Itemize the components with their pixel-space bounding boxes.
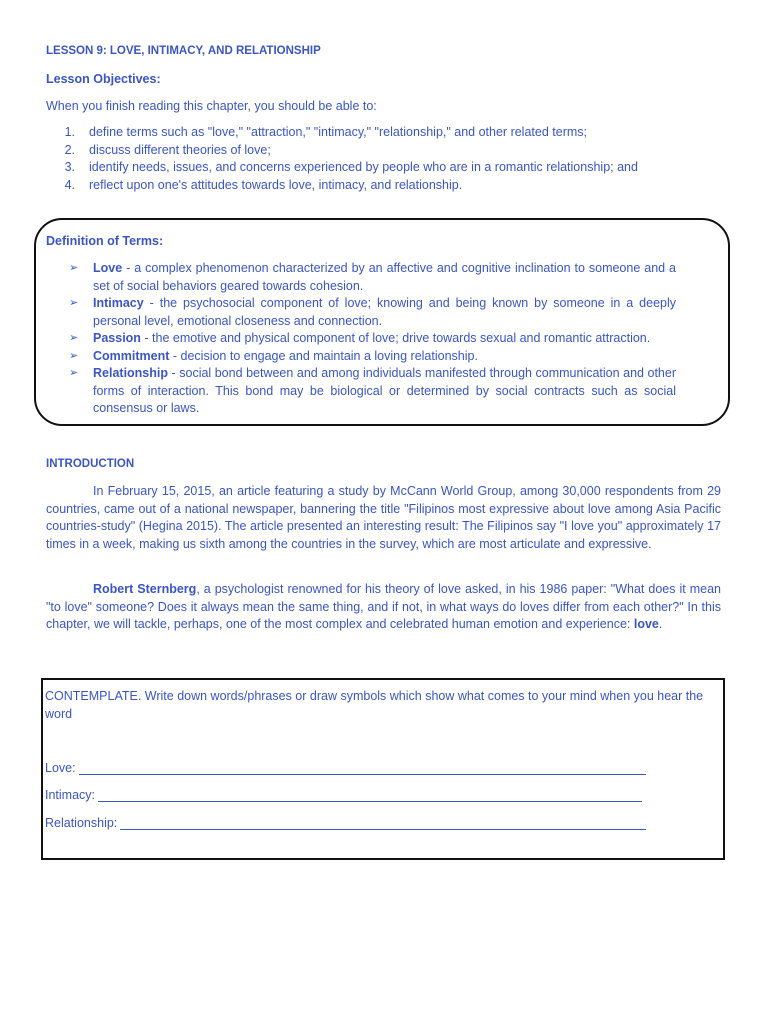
list-number: 4. [64, 177, 75, 192]
arrow-bullet-icon: ➢ [69, 349, 79, 362]
definitions-heading: Definition of Terms: [46, 234, 164, 248]
introduction-paragraph-2 [46, 581, 721, 634]
definition-item [46, 260, 676, 295]
list-item [46, 124, 726, 142]
arrow-bullet-icon: ➢ [69, 297, 79, 309]
paragraph-text: In February 15, 2015, an article featuring a study by McCann World Group, among 30,000 respondents from 29 countries, came out of a national newspaper, bannering the title "Filipinos most expressive about love among Asia Pacific countries-study" (Hegina 2015). The article presented an interesting result: The Filipinos say "I love you" approximately 17 times in a week, making us sixth among the countries in the survey, which are most articulate and expressive. [46, 484, 721, 551]
arrow-bullet-icon: ➢ [69, 262, 79, 274]
arrow-bullet-icon: ➢ [69, 367, 79, 379]
field-label: Love: [45, 761, 76, 775]
definition-text: - the emotive and physical component of love; drive towards sexual and romantic attraction. [140, 331, 651, 345]
definition-item [46, 348, 676, 366]
paragraph-end: . [658, 617, 663, 631]
paragraph-text: , a psychologist renowned for his theory of love asked, in his 1986 paper: "What does it mean "to love" someone? Does it always mean the same thing, and if not, in what ways do loves differ from each other?" In this chapter, we will tackle, perhaps, one of the most complex and celebrated human emotion and experience: [46, 582, 721, 631]
list-number: 1. [64, 125, 75, 139]
relationship-field [45, 815, 646, 830]
list-text: reflect upon one's attitudes towards love, intimacy, and relationship. [89, 177, 463, 192]
intimacy-answer-line[interactable] [98, 787, 642, 802]
intimacy-field [45, 787, 642, 802]
list-text: define terms such as "love," "attraction," "intimacy," "relationship," and other related terms; [89, 125, 587, 139]
definition-term: Relationship [93, 366, 169, 380]
relationship-answer-line[interactable] [120, 815, 646, 830]
definition-text: - a complex phenomenon characterized by an affective and cognitive inclination to someone and a set of social behaviors geared towards cohesion. [93, 261, 676, 293]
field-label: Relationship: [45, 816, 118, 830]
list-item [46, 177, 726, 195]
definition-text: - social bond between and among individuals manifested through communication and other forms of interaction. This bond may be biological or determined by social contracts such as social consensus or laws. [93, 366, 676, 415]
list-number: 2. [64, 142, 75, 157]
objectives-heading: Lesson Objectives: [46, 72, 161, 86]
definition-text: - the psychosocial component of love; knowing and being known by someone in a deeply personal level, emotional closeness and connection. [93, 296, 676, 328]
list-item [46, 142, 726, 160]
lesson-title: LESSON 9: LOVE, INTIMACY, AND RELATIONSHIP [46, 45, 321, 57]
definition-term: Commitment [93, 348, 170, 363]
author-name: Robert Sternberg [93, 582, 197, 596]
emphasis-word: love [633, 617, 659, 631]
list-text: identify needs, issues, and concerns experienced by people who are in a romantic relationship; and [89, 160, 638, 174]
love-field [45, 760, 646, 775]
definition-term: Love [93, 261, 123, 275]
objectives-list [46, 124, 726, 194]
field-label: Intimacy: [45, 788, 96, 802]
definition-term: Intimacy [93, 296, 144, 310]
definition-term: Passion [93, 331, 141, 345]
arrow-bullet-icon: ➢ [69, 332, 79, 344]
list-item [46, 159, 726, 177]
list-number: 3. [64, 160, 75, 174]
contemplate-instructions: CONTEMPLATE. Write down words/phrases or draw symbols which show what comes to your mind when you hear the word [45, 689, 704, 721]
definition-item [46, 295, 676, 330]
definition-text: - decision to engage and maintain a loving relationship. [169, 348, 478, 363]
definition-item [46, 365, 676, 418]
introduction-paragraph-1 [46, 483, 721, 553]
list-text: discuss different theories of love; [89, 142, 271, 157]
introduction-heading: INTRODUCTION [46, 458, 135, 470]
definition-item [46, 330, 676, 348]
objectives-intro: When you finish reading this chapter, you should be able to: [46, 99, 377, 113]
definitions-list [46, 260, 676, 418]
love-answer-line[interactable] [79, 760, 646, 775]
